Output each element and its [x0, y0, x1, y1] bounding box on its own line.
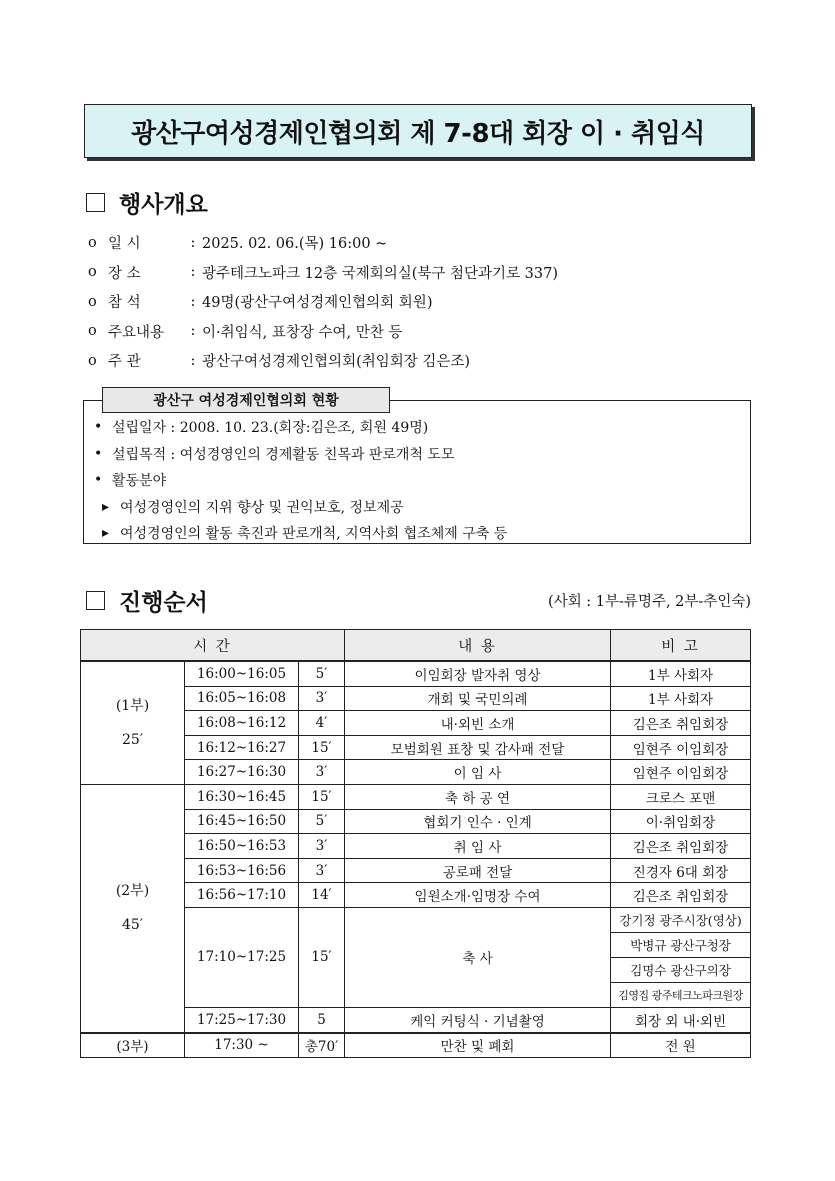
table-row: 김명수 광산구의장 [81, 957, 751, 982]
table-row: 16:56~17:10 14′ 임원소개·임명장 수여 김은조 취임회장 [81, 883, 751, 908]
triangle-bullet-icon: ▸ [102, 498, 110, 515]
overview-value: 49명(광산구여성경제인협의회 회원) [202, 295, 433, 312]
overview-label: 참 석 [108, 295, 141, 312]
overview-label: 주 관 [108, 354, 141, 371]
table-row: 김영집 광주테크노파크원장 [81, 982, 751, 1007]
page-title-box [84, 104, 752, 158]
overview-item: o 주 관 : 광산구여성경제인협의회(취임회장 김은조) [88, 346, 558, 376]
table-row: 16:45~16:50 5′ 협회기 인수 · 인계 이·취임회장 [81, 809, 751, 834]
overview-item: o 일 시 : 2025. 02. 06.(목) 16:00 ~ [88, 228, 558, 258]
overview-value: 2025. 02. 06.(목) 16:00 ~ [202, 236, 388, 253]
overview-value: 이·취임식, 표창장 수여, 만찬 등 [202, 324, 403, 341]
status-item: • 활동분야 [94, 472, 167, 490]
checkbox-square-icon [86, 193, 105, 212]
header-note: 비 고 [611, 630, 751, 662]
table-row: 16:50~16:53 3′ 취 임 사 김은조 취임회장 [81, 834, 751, 859]
overview-value: 광산구여성경제인협의회(취임회장 김은조) [202, 354, 471, 371]
overview-label: 일 시 [108, 236, 141, 253]
overview-label: 장 소 [108, 265, 141, 282]
mc-note: (사회 : 1부-류명주, 2부-추인숙) [548, 594, 751, 610]
table-row: (1부) 25′ 16:00~16:05 5′ 이임회장 발자취 영상 1부 사회자 [81, 661, 751, 686]
table-row: (2부) 45′ 16:30~16:45 15′ 축 하 공 연 크로스 포맨 [81, 784, 751, 809]
overview-heading: 행사개요 [86, 186, 208, 219]
table-row: 16:53~16:56 3′ 공로패 전달 진경자 6대 회장 [81, 858, 751, 883]
part1-cell: (1부) 25′ [81, 661, 185, 784]
overview-item: o 주요내용 : 이·취임식, 표창장 수여, 만찬 등 [88, 317, 558, 347]
program-heading: 진행순서 [86, 584, 208, 617]
table-row: 16:05~16:08 3′ 개회 및 국민의례 1부 사회자 [81, 686, 751, 711]
table-row: 16:08~16:12 4′ 내·외빈 소개 김은조 취임회장 [81, 711, 751, 736]
status-item: • 설립일자 : 2008. 10. 23.(회장:김은조, 회원 49명) [94, 419, 429, 437]
table-header [81, 630, 751, 662]
schedule-table [80, 629, 751, 1058]
overview-value: 광주테크노파크 12층 국제회의실(북구 첨단과기로 337) [202, 265, 559, 282]
overview-item: o 장 소 : 광주테크노파크 12층 국제회의실(북구 첨단과기로 337) [88, 258, 558, 288]
page-title: 광산구여성경제인협의회 제 7-8대 회장 이 · 취임식 [131, 118, 705, 149]
table-row: 16:12~16:27 15′ 모범회원 표창 및 감사패 전달 임현주 이임회장 [81, 735, 751, 760]
overview-label: 주요내용 [108, 324, 165, 341]
overview-item: o 참 석 : 49명(광산구여성경제인협의회 회원) [88, 287, 558, 317]
table-row: 17:25~17:30 5 케익 커팅식 · 기념촬영 회장 외 내·외빈 [81, 1007, 751, 1032]
status-list [94, 414, 507, 547]
header-time: 시 간 [81, 630, 345, 662]
overview-list [88, 228, 558, 376]
status-item: • 설립목적 : 여성경영인의 경제활동 친목과 판로개척 도모 [94, 445, 455, 463]
table-row: 16:27~16:30 3′ 이 임 사 임현주 이임회장 [81, 760, 751, 785]
table-row: (3부) 17:30 ~ 총70′ 만찬 및 폐회 전 원 [81, 1033, 751, 1058]
part2-cell: (2부) 45′ [81, 784, 185, 1032]
status-subitem: ▸ 여성경영인의 활동 촉진과 판로개척, 지역사회 협조체제 구축 등 [102, 525, 508, 543]
checkbox-square-icon [86, 591, 105, 610]
triangle-bullet-icon: ▸ [102, 525, 110, 542]
table-row: 17:10~17:25 15′ 축 사 강기정 광주시장(영상) [81, 907, 751, 932]
table-row: 박병규 광산구청장 [81, 932, 751, 957]
status-title: 광산구 여성경제인협의회 현황 [102, 387, 390, 413]
header-content: 내 용 [345, 630, 611, 662]
status-subitem: ▸ 여성경영인의 지위 향상 및 권익보호, 정보제공 [102, 498, 404, 516]
